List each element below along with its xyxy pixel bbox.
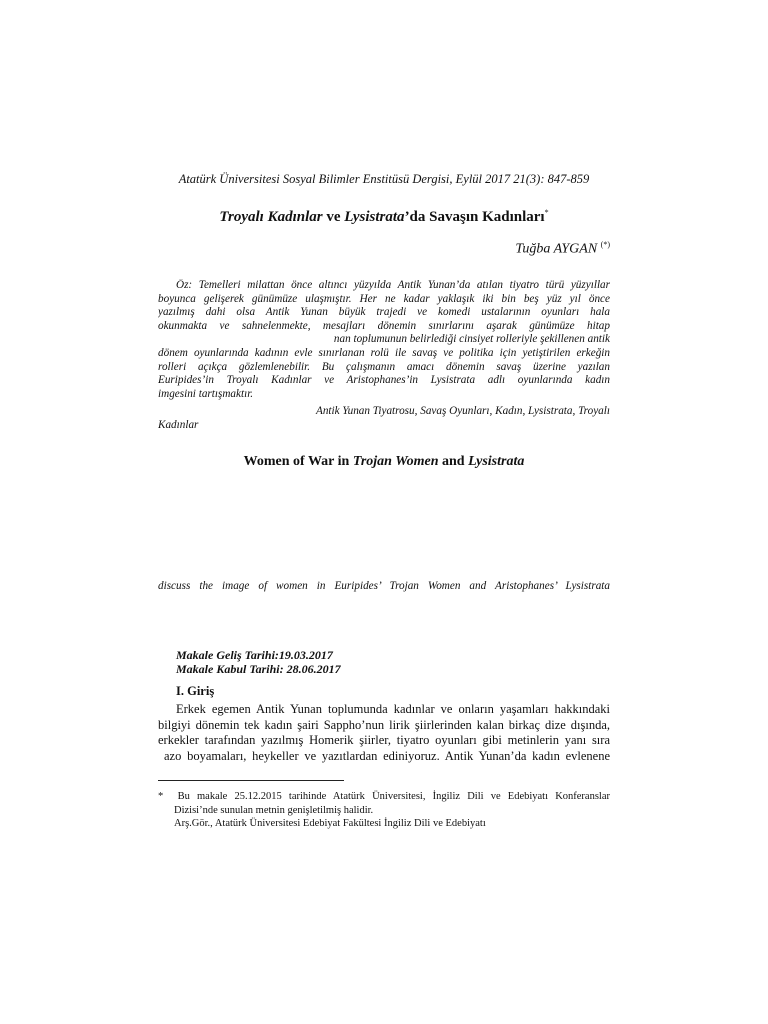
author-name-text: Tuğba AYGAN bbox=[515, 241, 598, 257]
body-line: azo boyamaları, heykeller ve yazıtlardan ediniyoruz. Antik Yunan’da kadın evlenene bbox=[164, 748, 610, 763]
article-title-turkish bbox=[0, 208, 768, 226]
keywords-turkish bbox=[158, 405, 610, 432]
title-tr-play1: Troyalı Kadınlar bbox=[219, 209, 323, 225]
keywords-line: Kadınlar bbox=[158, 418, 199, 431]
abstract-line: rolleri açıkça gözlemlenebilir. Bu çalışmanın amacı dönemin savaş üzerine yazılan bbox=[158, 360, 610, 373]
title-tr-connector: ve bbox=[322, 209, 345, 225]
abstract-line: nan toplumunun belirlediği cinsiyet rolleriyle şekillenen antik bbox=[333, 333, 610, 346]
article-dates bbox=[176, 648, 341, 676]
journal-citation: Atatürk Üniversitesi Sosyal Bilimler Enstitüsü Dergisi, Eylül 2017 21(3): 847-859 bbox=[178, 172, 590, 186]
author-name bbox=[515, 240, 610, 258]
introduction-paragraph bbox=[158, 702, 610, 764]
title-tr-rest: ’da Savaşın Kadınları bbox=[404, 209, 545, 225]
received-date: Makale Geliş Tarihi:19.03.2017 bbox=[176, 648, 333, 662]
abstract-line: imgesini tartışmaktır. bbox=[158, 387, 254, 400]
abstract-turkish bbox=[158, 279, 610, 401]
body-line: erkekler tarafından yazılmış Homerik şiirler, tiyatro oyunları gibi metinlerin yanı sıra bbox=[158, 733, 610, 747]
section-heading-introduction: I. Giriş bbox=[176, 684, 215, 698]
abstract-line: Euripides’in Troyalı Kadınlar ve Aristophanes’in Lysistrata adlı oyunlarında kadın bbox=[158, 374, 610, 387]
article-title-english bbox=[0, 454, 768, 470]
footnote-1-mark: * bbox=[158, 791, 164, 802]
title-en-connector: and bbox=[438, 454, 469, 469]
abstract-line: dönem oyunlarında kadının evle sınırlanan rolü ile savaş ve politika için yetiştirilen erkeğin bbox=[158, 346, 610, 359]
footnote-1 bbox=[158, 790, 610, 804]
title-footnote-mark: * bbox=[544, 208, 549, 217]
footnote-separator bbox=[158, 780, 344, 781]
footnote-2: Arş.Gör., Atatürk Üniversitesi Edebiyat Fakültesi İngiliz Dili ve Edebiyatı bbox=[174, 818, 486, 829]
title-en-play1: Trojan Women bbox=[352, 454, 439, 469]
abstract-line-text: Temelleri milattan önce altıncı yüzyılda Antik Yunan’da atılan tiyatro türü yüzyıllar bbox=[192, 279, 610, 291]
body-line: Erkek egemen Antik Yunan toplumunda kadınlar ve onların yaşamları hakkındaki bbox=[176, 702, 610, 716]
abstract-line: boyunca gelişerek günümüze ulaşmıştır. Her ne kadar yaklaşık iki bin beş yüz yıl önce bbox=[158, 292, 610, 305]
abstract-english-fragment: discuss the image of women in Euripides’ Trojan Women and Aristophanes’ Lysistrata bbox=[158, 580, 610, 592]
abstract-line bbox=[158, 279, 610, 293]
abstract-line: okunmakta ve sahnelenmekte, mesajları dönemin sınırlarını aşarak günümüze hitap bbox=[158, 319, 610, 332]
title-tr-play2: Lysistrata bbox=[344, 209, 405, 225]
author-footnote-mark: (*) bbox=[600, 240, 610, 249]
footnotes bbox=[158, 790, 610, 831]
footnote-1-line1: Bu makale 25.12.2015 tarihinde Atatürk Üniversitesi, İngiliz Dili ve Edebiyatı Konferanslar bbox=[177, 791, 610, 802]
abstract-label: Öz: bbox=[176, 279, 193, 291]
abstract-line: yazılmış dahi olsa Antik Yunan büyük trajedi ve komedi ustalarının oyunları hala bbox=[158, 306, 610, 319]
keywords-line: Antik Yunan Tiyatrosu, Savaş Oyunları, Kadın, Lysistrata, Troyalı bbox=[316, 405, 610, 417]
title-en-play2: Lysistrata bbox=[468, 454, 525, 469]
body-line: bilgiyi dönemin tek kadın şairi Sappho’nun lirik şiirlerinden kalan birkaç dize dışında, bbox=[158, 717, 610, 732]
footnote-1-line2: Dizisi’nde sunulan metnin genişletilmiş halidir. bbox=[174, 804, 374, 816]
accepted-date: Makale Kabul Tarihi: 28.06.2017 bbox=[176, 662, 341, 676]
title-en-part: Women of War in bbox=[243, 454, 353, 469]
